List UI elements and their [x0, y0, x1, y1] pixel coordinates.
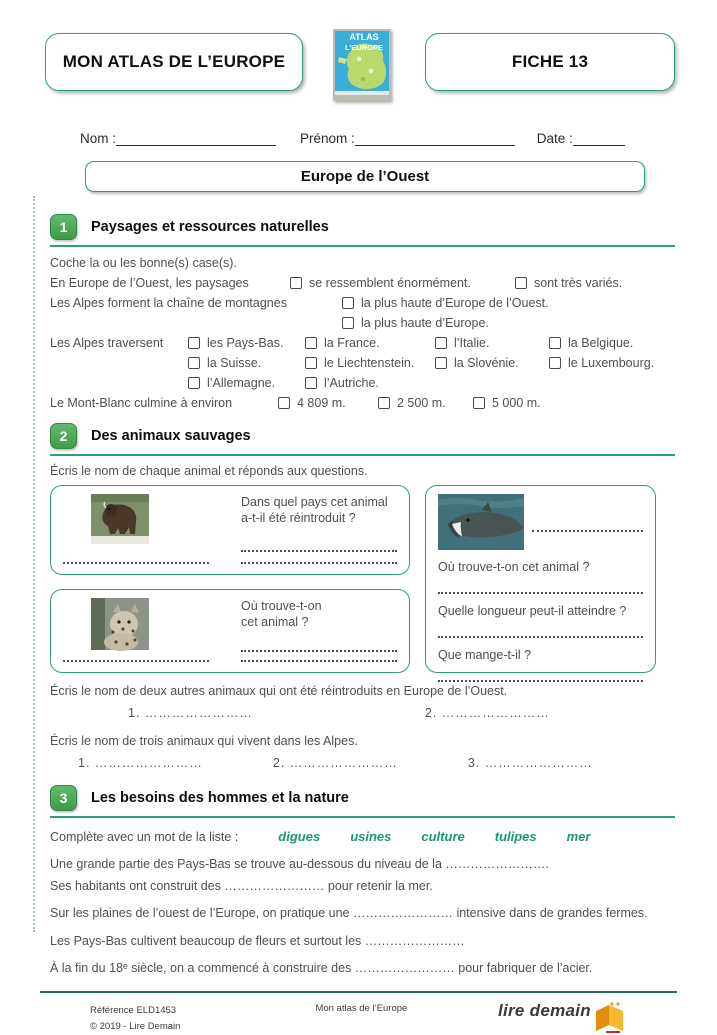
worksheet-title: Europe de l’Ouest: [300, 168, 430, 185]
lynx-photo: [91, 598, 149, 650]
section-2-after: [0, 682, 717, 773]
word-usines: usines: [350, 829, 392, 844]
date-input-line[interactable]: [573, 132, 625, 146]
bison-answer-line-1[interactable]: [241, 540, 397, 552]
footer-center-title: Mon atlas de l’Europe: [315, 1002, 408, 1014]
word-mer: mer: [566, 829, 591, 844]
lynx-answer-line-2[interactable]: [241, 652, 397, 662]
section-2-header: [50, 423, 675, 456]
cb-slovenie[interactable]: [435, 357, 447, 369]
question-paysages: En Europe de l’Ouest, les paysages se ressemblent énormément. sont très variés.: [50, 276, 623, 290]
lynx-box: Où trouve-t-on cet animal ?: [50, 589, 410, 673]
cb-luxembourg[interactable]: [549, 357, 561, 369]
bison-box: Dans quel pays cet animal a-t-il été réintroduit ?: [50, 485, 410, 575]
svg-text:L’EUROPE: L’EUROPE: [345, 43, 383, 52]
nom-input-line[interactable]: [116, 132, 276, 146]
footer-copyright: © 2019 - Lire Demain: [90, 1020, 181, 1032]
sentence-digues: Ses habitants ont construit des …………………… pour retenir la mer.: [50, 878, 433, 893]
cb-chaine-plus-haute-europe[interactable]: [342, 317, 354, 329]
cb-pays-bas[interactable]: [188, 337, 200, 349]
shark-photo: [438, 494, 524, 550]
prenom-input-line[interactable]: [355, 132, 515, 146]
identity-row: [0, 101, 717, 146]
question-traversent-row3: l’Allemagne. l’Autriche.: [50, 373, 675, 393]
shark-question-3: Que mange-t-il ?: [438, 648, 532, 662]
lynx-answer-line-1[interactable]: [241, 642, 397, 652]
worksheet-title-box: [85, 161, 645, 192]
section-1-body: [0, 253, 717, 413]
section-3-badge: 3: [50, 785, 77, 811]
word-culture: culture: [421, 829, 465, 844]
lire-demain-logo-text: lire demain: [497, 1000, 591, 1020]
sentence-culture: Sur les plaines de l’ouest de l’Europe, on pratique une …………………… intensive dans de grandes fermes.: [50, 906, 648, 920]
section-2-body: [0, 462, 717, 480]
question-traversent-row1: Les Alpes traversent les Pays-Bas. la France. l’Italie. la Belgique.: [50, 336, 634, 350]
question-montblanc: Le Mont-Blanc culmine à environ 4 809 m. 2 500 m. 5 000 m.: [50, 396, 541, 410]
cut-guide-line: [33, 196, 35, 932]
shark-answer-line-1[interactable]: [438, 582, 643, 594]
atlas-book-cover-image: [333, 29, 391, 101]
section-2-title: Des animaux sauvages: [91, 428, 251, 444]
question-chaine-2: la plus haute d’Europe.: [50, 313, 675, 333]
section-1-badge: 1: [50, 214, 77, 240]
footer: [0, 993, 717, 1035]
cb-liechtenstein[interactable]: [305, 357, 317, 369]
shark-question-2: Quelle longueur peut-il atteindre ?: [438, 604, 627, 618]
section-3-body: [0, 827, 717, 979]
bison-photo: [91, 494, 149, 544]
sentence-niveau-mer: Une grande partie des Pays-Bas se trouve au-dessous du niveau de la …………………….: [50, 857, 549, 871]
atlas-title-box: [45, 33, 303, 91]
cb-4809m[interactable]: [278, 397, 290, 409]
shark-question-1: Où trouve-t-on cet animal ?: [438, 560, 590, 574]
word-tulipes: tulipes: [494, 829, 537, 844]
lynx-question: Où trouve-t-on: [241, 599, 322, 613]
nom-label: Nom :: [80, 131, 117, 146]
cb-paysages-varies[interactable]: [515, 277, 527, 289]
section-3-header: [50, 785, 675, 818]
cb-france[interactable]: [305, 337, 317, 349]
reintro-slot-1[interactable]: 1. ……………………: [128, 706, 253, 720]
cb-allemagne[interactable]: [188, 377, 200, 389]
sentence-usines: À la fin du 18ᵉ siècle, on a commencé à construire des …………………… pour fabriquer de l’acier.: [50, 961, 593, 975]
word-digues: digues: [278, 829, 321, 844]
question-traversent-row2: la Suisse. le Liechtenstein. la Slovénie. le Luxembourg.: [50, 353, 675, 373]
shark-box: [425, 485, 656, 673]
word-list-label: Complète avec un mot de la liste :: [50, 830, 239, 844]
question-chaine: Les Alpes forment la chaîne de montagnes la plus haute d’Europe de l’Ouest.: [50, 296, 549, 310]
cb-chaine-plus-haute-ouest[interactable]: [342, 297, 354, 309]
alpes-slot-3[interactable]: 3. ……………………: [467, 756, 593, 770]
open-book-icon: [593, 1001, 627, 1033]
sentence-tulipes: Les Pays-Bas cultivent beaucoup de fleurs et surtout les ……………………: [50, 933, 465, 948]
reintro-slot-2[interactable]: 2. ……………………: [424, 706, 550, 720]
bison-question: Dans quel pays cet animal: [241, 495, 388, 509]
atlas-title: MON ATLAS DE L’EUROPE: [62, 52, 286, 71]
date-label: Date :: [536, 131, 573, 146]
instruction: Écris le nom de chaque animal et réponds aux questions.: [50, 464, 368, 478]
reintro-prompt: Écris le nom de deux autres animaux qui ont été réintroduits en Europe de l’Ouest.: [50, 684, 508, 698]
fiche-number-box: [425, 33, 675, 91]
svg-text:ATLAS: ATLAS: [349, 32, 379, 42]
header: [0, 0, 717, 101]
section-2-badge: 2: [50, 423, 77, 449]
cb-belgique[interactable]: [549, 337, 561, 349]
fiche-number: FICHE 13: [511, 52, 589, 71]
instruction: Coche la ou les bonne(s) case(s).: [50, 256, 237, 270]
lire-demain-logo: [498, 1001, 627, 1033]
shark-answer-line-3[interactable]: [438, 670, 643, 682]
alpes-slot-2[interactable]: 2. ……………………: [272, 756, 398, 770]
lynx-name-line[interactable]: [63, 650, 209, 662]
section-3-title: Les besoins des hommes et la nature: [91, 790, 349, 806]
cb-suisse[interactable]: [188, 357, 200, 369]
alpes-slot-1[interactable]: 1. ……………………: [78, 756, 203, 770]
prenom-label: Prénom :: [300, 131, 355, 146]
cb-autriche[interactable]: [305, 377, 317, 389]
section-1-header: [50, 214, 675, 247]
word-list: [278, 827, 590, 847]
bison-name-line[interactable]: [63, 552, 209, 564]
cb-italie[interactable]: [435, 337, 447, 349]
bison-answer-line-2[interactable]: [241, 552, 397, 564]
section-1-title: Paysages et ressources naturelles: [91, 219, 329, 235]
shark-answer-line-2[interactable]: [438, 626, 643, 638]
cb-5000m[interactable]: [473, 397, 485, 409]
cb-2500m[interactable]: [378, 397, 390, 409]
shark-name-line[interactable]: [532, 520, 643, 532]
footer-reference: Référence ELD1453: [90, 1004, 177, 1016]
animal-boxes: [50, 485, 675, 673]
alpes-prompt: Écris le nom de trois animaux qui vivent dans les Alpes.: [50, 734, 358, 748]
cb-paysages-ressemblent[interactable]: [290, 277, 302, 289]
